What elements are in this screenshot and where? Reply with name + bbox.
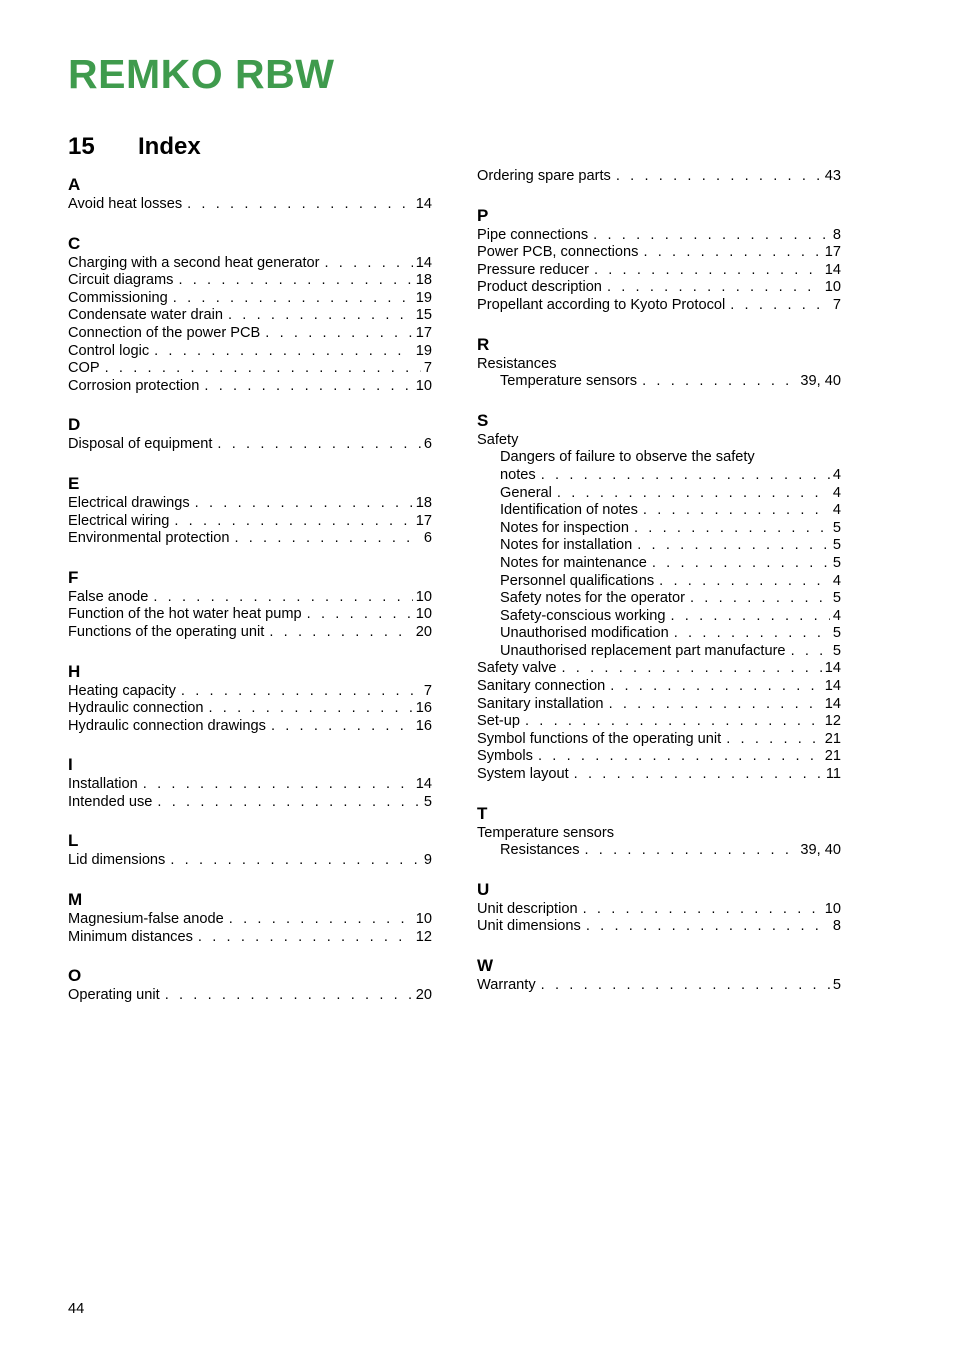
dot-leader [208,700,412,718]
index-entry-page: 7 [832,296,841,313]
index-entry-label: Connection of the power PCB [68,324,261,341]
index-entry-page: 10 [824,279,841,296]
index-entry [68,325,432,343]
dot-leader [643,244,821,262]
index-letter: U [477,879,490,899]
index-entry-page: 5 [423,793,432,810]
index-entry-label: Hydraulic connection drawings [68,717,266,734]
index-letter: F [68,567,79,587]
index-entry-label: Unauthorised replacement part manufacture [500,642,786,659]
index-entry-page: 8 [832,918,841,935]
index-letter: W [477,956,494,975]
dot-leader [726,731,822,749]
index-entry-label: Product description [477,279,602,296]
index-entry-page: 5 [832,625,841,642]
index-entry [477,625,841,643]
index-entry-page: 15 [415,307,432,324]
index-entry [477,520,841,538]
index-entry [68,606,432,624]
index-entry [68,700,432,718]
dot-leader [643,502,830,520]
index-entry [477,297,841,315]
index-entry-label: Avoid heat losses [68,196,183,212]
index-entry-page: 14 [824,678,841,695]
dot-leader [585,842,798,860]
index-entry-page: 5 [832,590,841,607]
index-entry-page: 14 [824,660,841,677]
index-entry-label: Sanitary connection [477,678,606,695]
index-entry [477,977,841,995]
index-entry [477,901,841,919]
index-entry-page: 14 [415,254,432,271]
index-entry [477,678,841,696]
index-entry-label: Hydraulic connection [68,700,204,717]
index-group-heading: Temperature sensors [477,824,615,841]
index-letter: I [68,755,73,775]
index-letter: R [477,334,490,354]
dot-leader [616,168,822,186]
index-entry-page: 14 [415,776,432,793]
index-entry-label: Intended use [68,793,153,810]
dot-leader [157,794,420,812]
index-entry [68,530,432,548]
index-entry-label: Environmental protection [68,530,230,547]
index-letter: D [68,415,81,435]
index-entry [477,766,841,784]
index-entry-label: notes [500,466,536,483]
dot-leader [791,643,830,661]
index-entry-page: 5 [832,554,841,571]
index-entry [68,683,432,701]
index-letter: T [477,803,488,823]
dot-leader [173,290,413,308]
index-entry-label: Pressure reducer [477,261,589,278]
dot-leader [634,520,830,538]
index-section [477,802,841,860]
index-entry-label: Safety valve [477,660,557,677]
index-entry-page: 4 [832,607,841,624]
index-section [477,168,841,186]
index-entry [68,776,432,794]
index-entry-page: 12 [415,928,432,945]
index-entry-label: Functions of the operating unit [68,623,265,640]
index-entry-label: Operating unit [68,987,160,1004]
dot-leader [265,325,413,343]
index-entry [477,168,841,186]
index-entry [68,911,432,929]
index-letter: O [68,966,82,986]
index-entry [477,660,841,678]
index-section [477,954,841,995]
index-entry [68,718,432,736]
index-entry-page: 19 [415,289,432,306]
index-entry [477,502,841,520]
index-entry-label: Power PCB, connections [477,244,639,261]
index-entry [68,436,432,454]
index-entry [477,696,841,714]
dot-leader [574,766,823,784]
index-entry [68,589,432,607]
index-entry-page: 18 [415,272,432,289]
index-entry [477,573,841,591]
index-entry-label: Unit dimensions [477,918,581,935]
index-entry [477,467,841,485]
index-entry-page: 8 [832,226,841,243]
index-letter: P [477,205,489,225]
index-entry [68,513,432,531]
index-column-right [477,168,841,1013]
index-entry-page: 43 [824,168,841,184]
dot-leader [525,713,822,731]
index-entry-label: Symbol functions of the operating unit [477,730,722,747]
index-entry-label: Minimum distances [68,928,193,945]
index-entry-label: COP [68,360,100,377]
dot-leader [541,467,830,485]
dot-leader [670,608,829,626]
index-entry [68,272,432,290]
index-entry-page: 12 [824,713,841,730]
brand-title: REMKO RBW [68,51,335,97]
dot-leader [607,279,822,297]
index-entry [477,262,841,280]
chapter-title: Index [138,133,201,160]
dot-leader [674,625,830,643]
index-entry-page: 21 [824,730,841,747]
index-entry-label: Circuit diagrams [68,272,174,289]
index-entry-label: Unit description [477,900,578,917]
dot-leader [174,513,412,531]
index-entry [68,794,432,812]
dot-leader [170,852,421,870]
index-entry-page: 10 [415,377,432,394]
index-entry-label: Personnel qualifications [500,572,655,589]
index-letter: A [68,175,81,194]
index-entry [477,590,841,608]
dot-leader [229,911,413,929]
index-entry [68,495,432,513]
index-entry [68,360,432,378]
index-section [68,753,432,811]
index-entry-label: Condensate water drain [68,307,223,324]
index-entry-page: 39, 40 [800,842,841,859]
chapter-number: 15 [68,133,95,160]
index-entry-label: General [500,484,552,501]
index-entry [477,842,841,860]
dot-leader [541,977,830,995]
index-entry [68,987,432,1005]
index-entry-page: 7 [423,360,432,377]
index-entry-label: Safety-conscious working [500,607,666,624]
index-entry-label: False anode [68,588,149,605]
dot-leader [730,297,830,315]
index-entry [477,731,841,749]
index-entry-label: Warranty [477,977,536,993]
index-letter: S [477,410,489,430]
index-entry-page: 17 [415,324,432,341]
index-entry-page: 5 [832,537,841,554]
dot-leader [557,485,830,503]
index-entry [68,290,432,308]
index-entry-label: Disposal of equipment [68,436,213,453]
index-entry-page: 5 [832,977,841,993]
index-entry [477,485,841,503]
index-entry-page: 14 [415,196,432,212]
index-column-left [68,168,432,1023]
index-entry-label: Lid dimensions [68,852,166,869]
index-letter: M [68,890,83,910]
index-entry-page: 19 [415,342,432,359]
index-entry-page: 10 [415,911,432,928]
index-letter: C [68,233,81,253]
index-entry-page: 9 [423,852,432,869]
index-entry-page: 20 [415,987,432,1004]
index-section [68,829,432,870]
dot-leader [538,748,822,766]
index-entry-page: 39, 40 [800,373,841,390]
index-entry [68,929,432,947]
index-entry [477,279,841,297]
index-entry [68,307,432,325]
index-entry-label: Resistances [500,842,580,859]
dot-leader [562,660,822,678]
dot-leader [659,573,830,591]
dot-leader [594,262,822,280]
dot-leader [642,373,797,391]
index-entry-label: Symbols [477,748,533,765]
index-section [68,888,432,946]
index-section [68,413,432,454]
index-entry-label: Propellant according to Kyoto Protocol [477,296,726,313]
index-entry-label: Heating capacity [68,682,176,699]
index-section [68,232,432,396]
index-entry-page: 4 [832,572,841,589]
dot-leader [154,343,413,361]
index-entry-label: Temperature sensors [500,373,638,390]
dot-leader [204,378,412,396]
index-entry [477,227,841,245]
dot-leader [143,776,413,794]
index-section [477,409,841,784]
index-entry-label: Notes for installation [500,537,633,554]
index-entry-label: Charging with a second heat generator [68,254,320,271]
dot-leader [178,272,412,290]
index-entry-label: Sanitary installation [477,695,604,712]
index-entry [477,373,841,391]
index-section [68,472,432,548]
dot-leader [271,718,413,736]
index-entry [477,918,841,936]
index-entry-page: 10 [824,900,841,917]
index-entry-label: Notes for inspection [500,519,629,536]
index-entry-label: Installation [68,776,138,793]
index-entry-page: 11 [825,766,841,783]
index-entry [477,643,841,661]
index-section [68,173,432,214]
index-entry [477,713,841,731]
index-entry-page: 6 [423,530,432,547]
index-section [477,878,841,936]
dot-leader [269,624,412,642]
dot-leader [307,606,413,624]
index-entry-page: 21 [824,748,841,765]
index-entry-label: Magnesium-false anode [68,911,224,928]
dot-leader [217,436,420,454]
index-section [477,204,841,315]
dot-leader [610,678,822,696]
index-entry [477,537,841,555]
dot-leader [609,696,822,714]
page-title [68,132,201,162]
index-entry-page: 14 [824,695,841,712]
index-entry-label: Control logic [68,342,150,359]
index-entry-page: 16 [415,717,432,734]
index-entry [68,852,432,870]
index-section [477,333,841,391]
index-entry-label: Pipe connections [477,226,589,243]
index-section [68,964,432,1005]
index-entry-label: System layout [477,766,569,783]
dot-leader [593,227,830,245]
index-entry-label: Commissioning [68,289,168,306]
index-entry-page: 17 [824,244,841,261]
index-entry-label: Corrosion protection [68,377,200,394]
index-entry [68,343,432,361]
index-entry-page: 5 [832,519,841,536]
dot-leader [637,537,830,555]
index-group-heading: Resistances [477,355,557,372]
dot-leader [583,901,822,919]
index-entry [68,624,432,642]
index-entry-page: 10 [415,606,432,623]
dot-leader [198,929,413,947]
index-entry-page: 14 [824,261,841,278]
dot-leader [195,495,413,513]
index-entry [477,244,841,262]
index-entry-label: Function of the hot water heat pump [68,606,302,623]
dot-leader [234,530,420,548]
index-entry-page: 16 [415,700,432,717]
index-entry-page: 5 [832,642,841,659]
dot-leader [105,360,421,378]
index-entry-page: 17 [415,512,432,529]
dot-leader [228,307,413,325]
index-entry-label: Safety notes for the operator [500,590,685,607]
index-entry-label: Notes for maintenance [500,554,647,571]
index-entry-label: Set-up [477,713,520,730]
index-entry-label: Identification of notes [500,502,638,519]
dot-leader [181,683,421,701]
dot-leader [652,555,830,573]
index-entry [477,608,841,626]
dot-leader [586,918,830,936]
index-entry-label: Ordering spare parts [477,168,611,184]
index-entry-label: Electrical drawings [68,494,190,511]
dot-leader [187,196,413,214]
page-number: 44 [68,1301,85,1317]
dot-leader [165,987,413,1005]
index-letter: E [68,473,80,493]
index-group-heading: Dangers of failure to observe the safety [500,449,755,466]
index-entry-page: 20 [415,623,432,640]
index-letter: L [68,831,79,851]
index-entry-page: 4 [832,484,841,501]
index-section [68,660,432,736]
index-entry-label: Unauthorised modification [500,625,669,642]
index-group-heading: Safety [477,431,519,448]
index-entry-page: 18 [415,494,432,511]
index-entry-page: 4 [832,502,841,519]
index-letter: H [68,661,81,681]
index-entry [477,748,841,766]
index-entry [477,555,841,573]
index-entry-page: 7 [423,682,432,699]
index-entry-page: 10 [415,588,432,605]
index-entry-page: 4 [832,466,841,483]
index-entry-label: Electrical wiring [68,512,170,529]
index-entry [68,196,432,214]
index-entry [68,255,432,273]
index-section [68,566,432,642]
index-entry-page: 6 [423,436,432,453]
dot-leader [153,589,412,607]
index-entry [68,378,432,396]
dot-leader [690,590,830,608]
dot-leader [325,255,413,273]
